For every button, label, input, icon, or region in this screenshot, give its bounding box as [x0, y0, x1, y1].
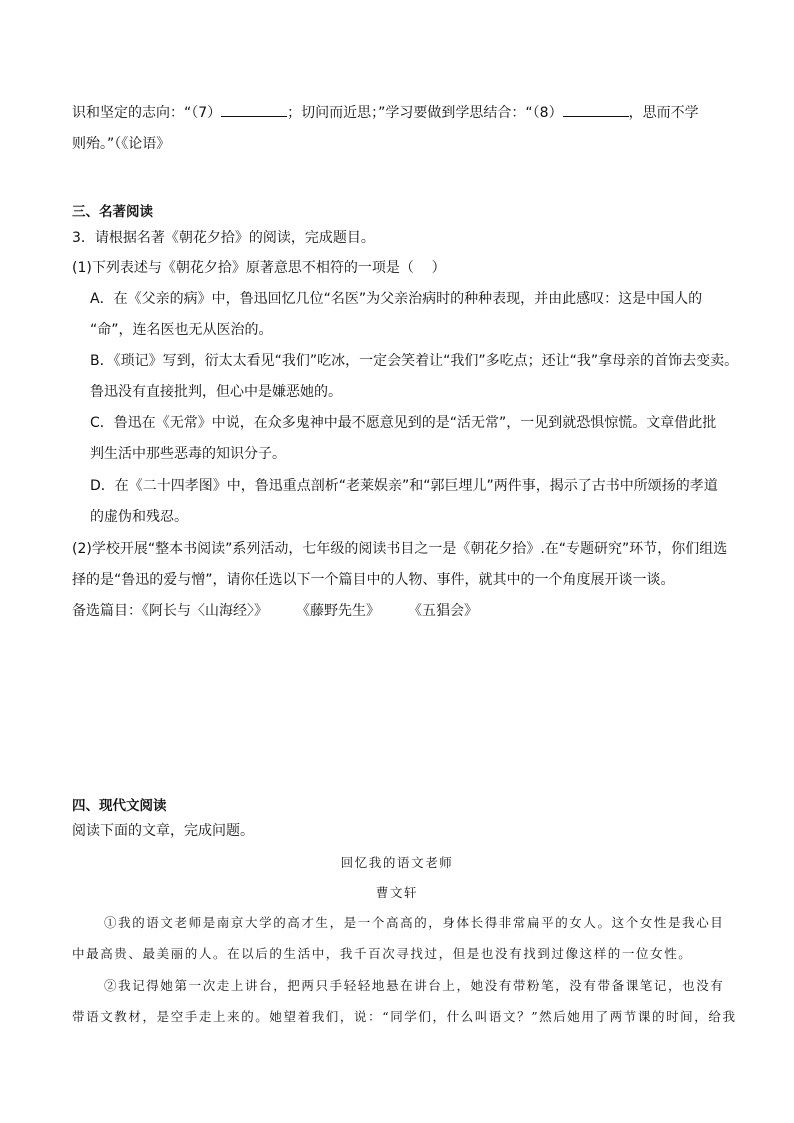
- answer-area[interactable]: [72, 630, 722, 790]
- option-a[interactable]: A．在《父亲的病》中，鲁迅回忆几位“名医”为父亲治病时的种种表现，并由此感叹：这是中国人的: [90, 291, 703, 307]
- fill-blank-line: [72, 102, 699, 123]
- text-segment: ；切问而近思；”学习要做到学思结合：“（8）: [287, 105, 563, 121]
- option-a-cont: “命”，连名医也无从医治的。: [90, 322, 273, 338]
- answer-blank-7[interactable]: [221, 102, 287, 117]
- sub-question-2: (2)学校开展“整本书阅读”系列活动，七年级的阅读书目之一是《朝花夕拾》.在“专题研究”环节，你们组选: [72, 541, 728, 557]
- paragraph-2: ②我记得她第一次走上讲台，把两只手轻轻地悬在讲台上，她没有带粉笔，没有带备课笔记，也没有: [104, 978, 725, 993]
- paragraph-1: ①我的语文老师是南京大学的高才生，是一个高高的，身体长得非常扁平的女人。这个女性是我心目: [104, 915, 725, 930]
- section-heading: 四、现代文阅读: [72, 798, 167, 814]
- sub-question-1: (1)下列表述与《朝花夕拾》原著意思不相符的一项是（ ）: [72, 260, 446, 276]
- sub-question-2-cont: 择的是“鲁迅的爱与憎”，请你任选以下一个篇目中的人物、事件，就其中的一个角度展开谈一谈。: [72, 572, 675, 588]
- text-segment: ，思而不学: [628, 105, 699, 121]
- text-segment: 识和坚定的志向：“（7）: [72, 105, 222, 121]
- option-d[interactable]: D．在《二十四孝图》中，鲁迅重点剖析“老莱娱亲”和“郭巨埋儿”两件事，揭示了古书中所颂扬的孝道: [90, 478, 718, 494]
- question-stem: 3．请根据名著《朝花夕拾》的阅读，完成题目。: [72, 230, 375, 246]
- option-b-cont: 鲁迅没有直接批判，但心中是嫌恶她的。: [90, 384, 342, 400]
- option-item: 《藤野先生》: [296, 603, 380, 619]
- options-label: 备选篇目：: [72, 603, 142, 619]
- paragraph-2-cont: 带语文教材，是空手走上来的。她望着我们，说：“同学们，什么叫语文？”然后她用了两节课的时间，给我: [72, 1009, 737, 1024]
- option-b[interactable]: B．《琐记》写到，衍太太看见“我们”吃冰，一定会笑着让“我们”多吃点；还让“我”拿母亲的首饰去变卖。: [90, 353, 739, 369]
- option-item: 《五猖会》: [408, 603, 478, 619]
- article-author: 曹文轩: [375, 885, 419, 900]
- section-heading: 三、名著阅读: [72, 204, 153, 220]
- option-item: 《阿长与〈山海经〉》: [142, 603, 268, 619]
- option-c-cont: 判生活中那些恶毒的知识分子。: [90, 446, 286, 462]
- article-title: 回忆我的语文老师: [340, 855, 454, 870]
- reading-options-row: [72, 601, 478, 621]
- text-line: 则殆。”（《论语》: [72, 136, 171, 152]
- answer-blank-8[interactable]: [563, 102, 629, 117]
- instruction-text: 阅读下面的文章，完成问题。: [72, 823, 254, 839]
- paragraph-1-cont: 中最高贵、最美丽的人。在以后的生活中，我千百次寻找过，但是也没有找到过像这样的一位女性。: [72, 946, 693, 961]
- option-c[interactable]: C．鲁迅在《无常》中说，在众多鬼神中最不愿意见到的是“活无常”，一见到就恐惧惊慌。文章借此批: [90, 415, 717, 431]
- option-d-cont: 的虚伪和残忍。: [90, 509, 188, 525]
